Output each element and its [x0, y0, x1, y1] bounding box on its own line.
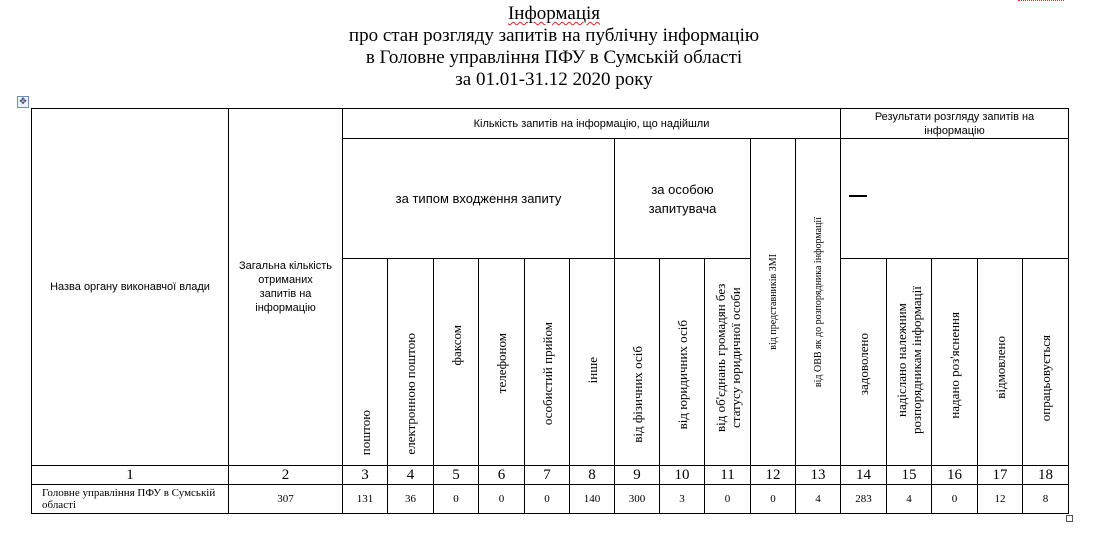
- row-value: 0: [525, 485, 570, 514]
- header-forwarded: [887, 259, 932, 466]
- header-individuals-text: від фізичних осіб: [629, 346, 645, 443]
- header-mass-media-text: від представників ЗМІ: [767, 254, 779, 350]
- header-satisfied-text: задоволено: [856, 332, 871, 395]
- col-num: 13: [796, 466, 841, 485]
- header-personal-text: особистий прийом: [539, 321, 555, 425]
- row-value: 4: [796, 485, 841, 514]
- col-num: 4: [388, 466, 434, 485]
- col-num: 6: [479, 466, 525, 485]
- row-value: 0: [705, 485, 751, 514]
- table-move-handle-icon[interactable]: ✥: [17, 96, 29, 108]
- row-value: 8: [1023, 485, 1069, 514]
- header-total: Загальна кількість отриманих запитів на інформацію: [229, 109, 343, 466]
- row-value: 131: [343, 485, 388, 514]
- header-results-group: Результати розгляду запитів на інформацію: [841, 109, 1069, 139]
- header-clarified-text: надано роз'яснення: [947, 312, 962, 419]
- row-value: 3: [660, 485, 705, 514]
- title-line-1: Інформація: [507, 3, 601, 24]
- column-numbers-row: [32, 466, 1069, 485]
- row-value: 0: [479, 485, 525, 514]
- header-from-ovv-text: від ОВВ як до розпорядника інформації: [812, 216, 824, 388]
- header-satisfied: [841, 259, 887, 466]
- header-dash-cell: [841, 139, 1069, 259]
- header-refused-text: відмовлено: [992, 336, 1008, 399]
- header-legal: [660, 259, 705, 466]
- header-post: [343, 259, 388, 466]
- requests-table: [31, 108, 1069, 514]
- col-num: 11: [705, 466, 751, 485]
- title-line-3: в Головне управління ПФУ в Сумській області: [365, 47, 743, 68]
- header-mass-media: [751, 139, 796, 466]
- col-num: 9: [615, 466, 660, 485]
- row-value: 0: [434, 485, 479, 514]
- header-clarified: [932, 259, 978, 466]
- header-other: [570, 259, 615, 466]
- col-num: 17: [978, 466, 1023, 485]
- row-value: 36: [388, 485, 434, 514]
- header-phone: [479, 259, 525, 466]
- header-email: [388, 259, 434, 466]
- col-num: 1: [32, 466, 229, 485]
- header-by-type: за типом входження запиту: [343, 139, 615, 259]
- title-line-4: за 01.01-31.12 2020 року: [455, 69, 653, 90]
- row-value: 0: [932, 485, 978, 514]
- col-num: 7: [525, 466, 570, 485]
- header-organ: Назва органу виконавчої влади: [32, 109, 229, 466]
- row-value: 4: [887, 485, 932, 514]
- header-dash: [849, 195, 867, 197]
- header-received-group: Кількість запитів на інформацію, що надійшли: [343, 109, 841, 139]
- row-organ-name: Головне управління ПФУ в Сумській області: [32, 485, 229, 514]
- table-row: [32, 485, 1069, 514]
- row-value: 307: [229, 485, 343, 514]
- col-num: 2: [229, 466, 343, 485]
- header-refused: [978, 259, 1023, 466]
- header-individuals: [615, 259, 660, 466]
- header-email-text: електронною поштою: [403, 333, 418, 455]
- col-num: 5: [434, 466, 479, 485]
- col-num: 10: [660, 466, 705, 485]
- header-personal: [525, 259, 570, 466]
- col-num: 14: [841, 466, 887, 485]
- header-in-progress: [1023, 259, 1069, 466]
- col-num: 18: [1023, 466, 1069, 485]
- col-num: 16: [932, 466, 978, 485]
- header-associations-text: від об'єднань громадян без статусу юридичної особи: [712, 283, 743, 433]
- header-associations: [705, 259, 751, 466]
- header-fax: [434, 259, 479, 466]
- col-num: 12: [751, 466, 796, 485]
- header-from-ovv: [796, 139, 841, 466]
- col-num: 15: [887, 466, 932, 485]
- header-legal-text: від юридичних осіб: [674, 319, 690, 429]
- header-fax-text: факсом: [448, 324, 464, 365]
- header-post-text: поштою: [357, 409, 373, 455]
- header-by-requester: за особою запитувача: [615, 139, 751, 259]
- header-forwarded-text: надіслано належним розпорядникам інформації: [894, 286, 924, 434]
- row-value: 140: [570, 485, 615, 514]
- col-num: 8: [570, 466, 615, 485]
- row-value: 300: [615, 485, 660, 514]
- col-num: 3: [343, 466, 388, 485]
- row-value: 0: [751, 485, 796, 514]
- document-title: [0, 3, 1108, 91]
- row-value: 12: [978, 485, 1023, 514]
- table-resize-handle[interactable]: [1066, 515, 1073, 522]
- header-other-text: інше: [584, 356, 600, 383]
- header-in-progress-text: опрацьовується: [1038, 334, 1053, 421]
- header-phone-text: телефоном: [494, 332, 509, 393]
- row-value: 283: [841, 485, 887, 514]
- title-line-2: про стан розгляду запитів на публічну інформацію: [348, 25, 760, 46]
